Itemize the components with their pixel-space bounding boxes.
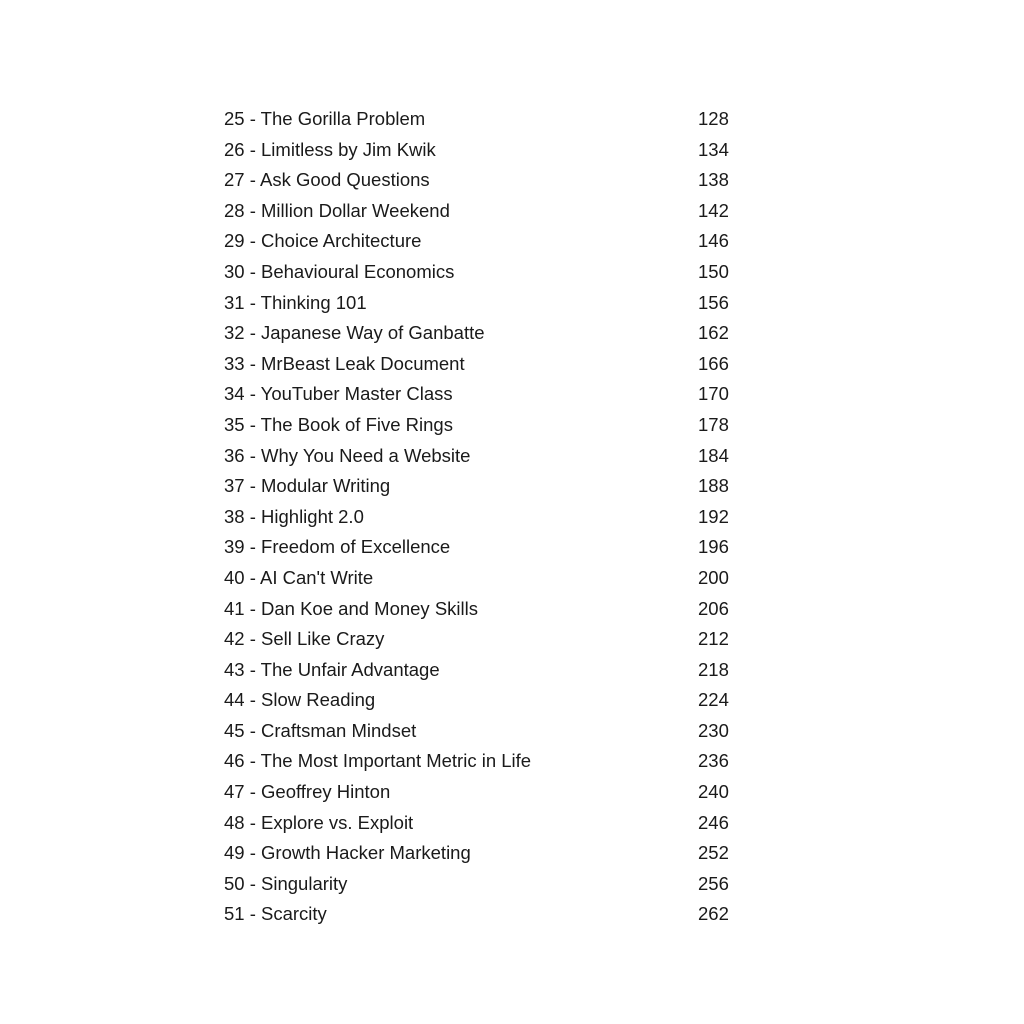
toc-entry [224, 257, 744, 288]
toc-entry-title: 29 - Choice Architecture [224, 230, 422, 252]
toc-entry-title: 25 - The Gorilla Problem [224, 108, 426, 129]
toc-entry-page-number: 138 [698, 169, 729, 191]
toc-entry [224, 502, 744, 533]
toc-entry-title: 31 - Thinking 101 [224, 291, 367, 313]
toc-entry-page-number: 128 [698, 108, 729, 129]
toc-entry-title: 49 - Growth Hacker Marketing [224, 842, 471, 864]
toc-entry [224, 441, 744, 472]
toc-entry-page-number: 206 [698, 597, 729, 619]
toc-entry-title: 39 - Freedom of Excellence [224, 536, 451, 558]
toc-entry-page-number: 134 [698, 138, 729, 160]
toc-entry [224, 594, 744, 625]
toc-entry-page-number: 184 [698, 444, 729, 466]
toc-entry [224, 196, 744, 227]
toc-entry-page-number: 166 [698, 352, 729, 374]
toc-entry [224, 563, 744, 594]
toc-entry [224, 716, 744, 747]
toc-entry [224, 838, 744, 869]
toc-entry [224, 685, 744, 716]
toc-entry [224, 869, 744, 900]
toc-entry-title: 48 - Explore vs. Exploit [224, 811, 414, 833]
toc-entry-title: 35 - The Book of Five Rings [224, 413, 453, 435]
toc-entry-page-number: 236 [698, 750, 729, 772]
toc-entry-page-number: 256 [698, 872, 729, 894]
toc-entry [224, 135, 744, 166]
toc-entry [224, 318, 744, 349]
toc-entry-page-number: 146 [698, 230, 729, 252]
toc-entry [224, 532, 744, 563]
toc-entry-page-number: 192 [698, 505, 729, 527]
toc-entry [224, 899, 744, 930]
toc-entry [224, 808, 744, 839]
toc-entry-title: 51 - Scarcity [224, 903, 327, 925]
toc-entry-page-number: 246 [698, 811, 729, 833]
toc-entry-page-number: 262 [698, 903, 729, 925]
toc-entry-page-number: 252 [698, 842, 729, 864]
toc-entry-page-number: 224 [698, 689, 729, 711]
toc-entry-page-number: 170 [698, 383, 729, 405]
toc-entry-page-number: 156 [698, 291, 729, 313]
toc-entry [224, 410, 744, 441]
toc-entry-title: 44 - Slow Reading [224, 689, 376, 711]
toc-entry [224, 471, 744, 502]
toc-entry [224, 624, 744, 655]
toc-entry [224, 349, 744, 380]
toc-entry-title: 30 - Behavioural Economics [224, 260, 455, 282]
toc-entry-title: 42 - Sell Like Crazy [224, 628, 385, 650]
toc-entry-title: 43 - The Unfair Advantage [224, 658, 440, 680]
toc-entry-title: 26 - Limitless by Jim Kwik [224, 138, 436, 160]
toc-entry [224, 226, 744, 257]
toc-entry-title: 45 - Craftsman Mindset [224, 719, 417, 741]
toc-entry-title: 41 - Dan Koe and Money Skills [224, 597, 478, 619]
toc-entry [224, 165, 744, 196]
toc-entry-page-number: 200 [698, 566, 729, 588]
toc-entry-page-number: 218 [698, 658, 729, 680]
toc-entry-title: 40 - AI Can't Write [224, 566, 374, 588]
toc-entry [224, 746, 744, 777]
toc-entry-title: 50 - Singularity [224, 872, 348, 894]
toc-entry-page-number: 240 [698, 781, 729, 803]
toc-entry-title: 36 - Why You Need a Website [224, 444, 471, 466]
toc-entry [224, 288, 744, 319]
toc-entry-page-number: 178 [698, 413, 729, 435]
toc-entry-page-number: 162 [698, 322, 729, 344]
toc-entry-title: 32 - Japanese Way of Ganbatte [224, 322, 485, 344]
toc-entry-title: 47 - Geoffrey Hinton [224, 781, 391, 803]
toc-entry [224, 777, 744, 808]
toc-entry-page-number: 212 [698, 628, 729, 650]
toc-entry-page-number: 188 [698, 475, 729, 497]
toc-entry-title: 33 - MrBeast Leak Document [224, 352, 465, 374]
toc-entry-page-number: 150 [698, 260, 729, 282]
table-of-contents [224, 104, 744, 930]
toc-entry-title: 34 - YouTuber Master Class [224, 383, 453, 405]
toc-entry-page-number: 230 [698, 719, 729, 741]
toc-entry [224, 655, 744, 686]
toc-entry [224, 104, 744, 135]
toc-entry-title: 38 - Highlight 2.0 [224, 505, 364, 527]
toc-entry-title: 28 - Million Dollar Weekend [224, 199, 450, 221]
toc-entry-page-number: 196 [698, 536, 729, 558]
toc-entry-page-number: 142 [698, 199, 729, 221]
toc-entry-title: 37 - Modular Writing [224, 475, 391, 497]
toc-entry-title: 46 - The Most Important Metric in Life [224, 750, 532, 772]
toc-entry-title: 27 - Ask Good Questions [224, 169, 430, 191]
toc-entry [224, 379, 744, 410]
